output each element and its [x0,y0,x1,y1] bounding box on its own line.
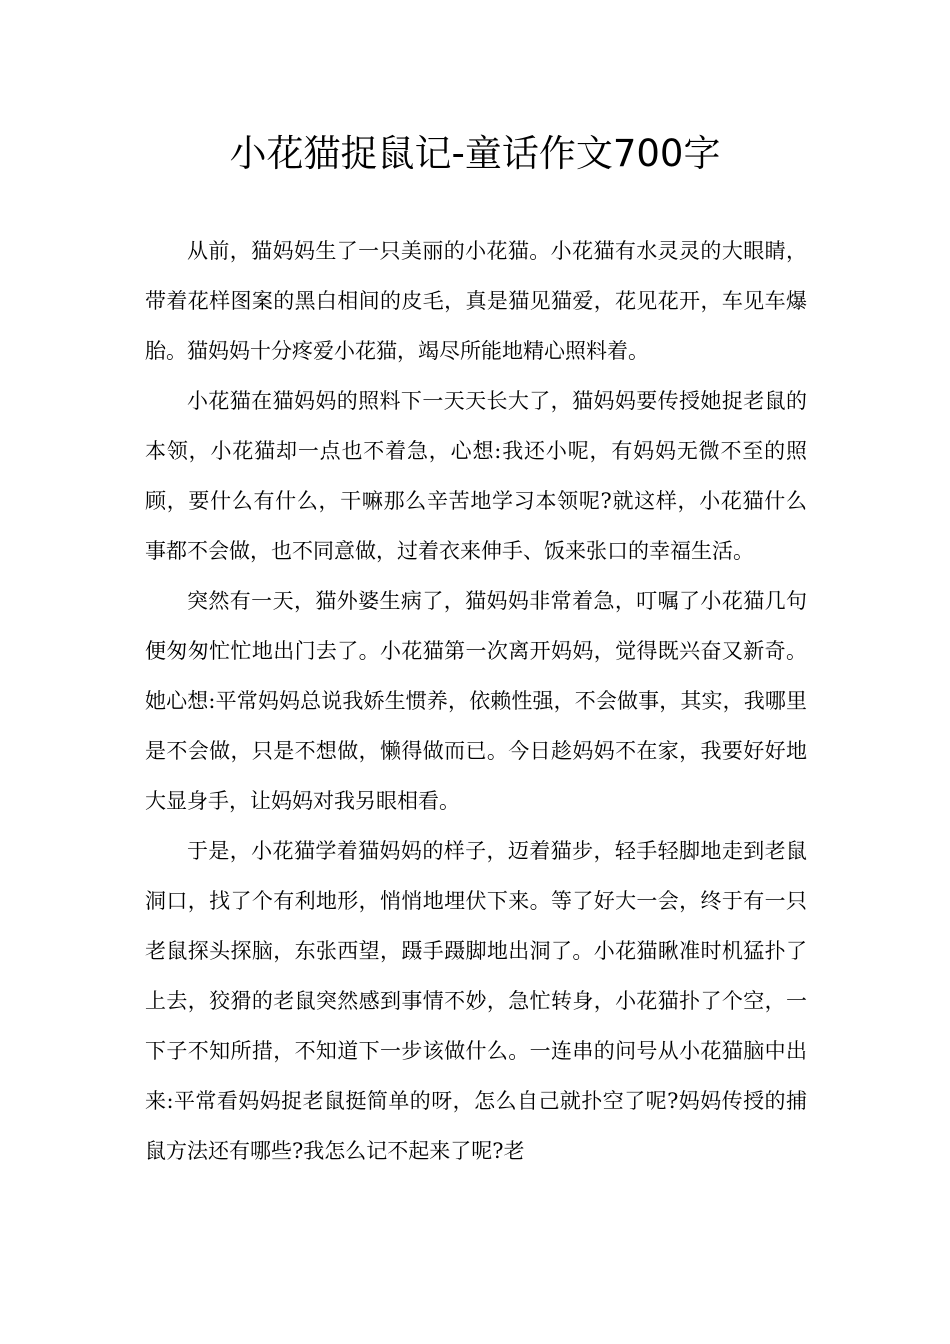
paragraph: 突然有一天，猫外婆生病了，猫妈妈非常着急，叮嘱了小花猫几句便匆匆忙忙地出门去了。小花猫第一次离开妈妈，觉得既兴奋又新奇。她心想:平常妈妈总说我娇生惯养，依赖性强，不会做事，其实，我哪里是不会做，只是不想做，懒得做而已。今日趁妈妈不在家，我要好好地大显身手，让妈妈对我另眼相看。 [145,589,807,813]
document-body [145,226,807,1176]
document-title: 小花猫捉鼠记-童话作文700字 [229,132,721,175]
paragraph: 小花猫在猫妈妈的照料下一天天长大了，猫妈妈要传授她捉老鼠的本领，小花猫却一点也不着急，心想:我还小呢，有妈妈无微不至的照顾，要什么有什么，干嘛那么辛苦地学习本领呢?就这样，小花猫什么事都不会做，也不同意做，过着衣来伸手、饭来张口的幸福生活。 [145,389,807,563]
paragraph: 从前，猫妈妈生了一只美丽的小花猫。小花猫有水灵灵的大眼睛，带着花样图案的黑白相间的皮毛，真是猫见猫爱，花见花开，车见车爆胎。猫妈妈十分疼爱小花猫，竭尽所能地精心照料着。 [145,239,807,363]
paragraph: 于是，小花猫学着猫妈妈的样子，迈着猫步，轻手轻脚地走到老鼠洞口，找了个有利地形，悄悄地埋伏下来。等了好大一会，终于有一只老鼠探头探脑，东张西望，蹑手蹑脚地出洞了。小花猫瞅准时机猛扑了上去，狡猾的老鼠突然感到事情不妙，急忙转身，小花猫扑了个空，一下子不知所措，不知道下一步该做什么。一连串的问号从小花猫脑中出来:平常看妈妈捉老鼠挺简单的呀，怎么自己就扑空了呢?妈妈传授的捕鼠方法还有哪些?我怎么记不起来了呢?老 [145,839,807,1163]
